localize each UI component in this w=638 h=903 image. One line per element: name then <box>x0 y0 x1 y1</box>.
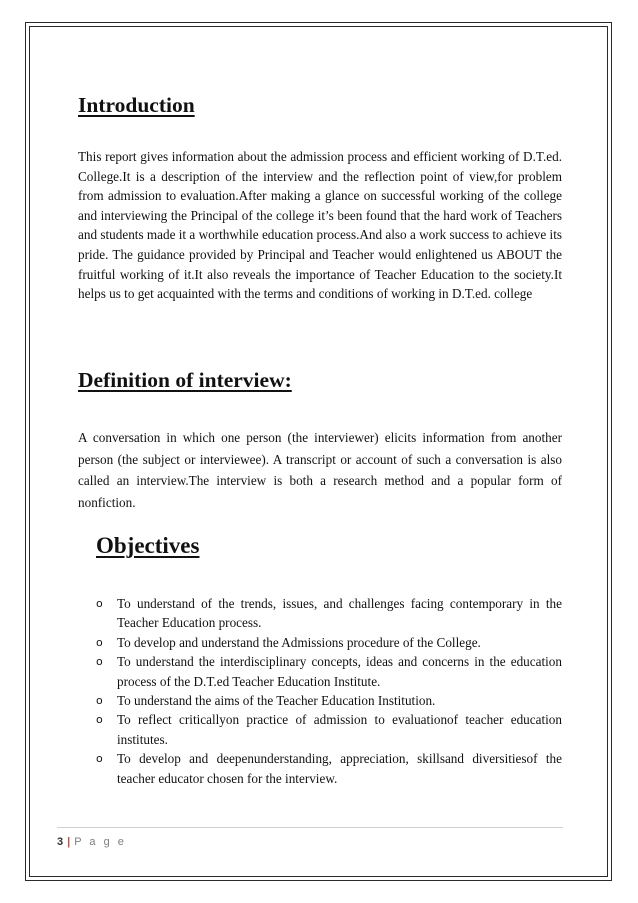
bullet-icon: o <box>96 713 103 727</box>
footer-divider <box>57 827 563 828</box>
objective-text: To understand of the trends, issues, and challenges facing contemporary in the Teacher Education process. <box>117 596 562 631</box>
bullet-icon: o <box>96 694 103 708</box>
introduction-paragraph: This report gives information about the admission process and efficient working of D.T.ed. College.It is a description of the interview and the reflection point of view,for problem from admission to evaluation.After making a glance on successful working of the college and interviewing the Principal of the college it’s been found that the hard work of Teachers and students made it a worthwhile education process.And also a work success to achieve its pride. The guidance provided by Principal and Teacher would enlightened us ABOUT the fruitful working of it.It also reveals the importance of Teacher Education to the society.It helps us to get acquainted with the terms and conditions of working in D.T.ed. college <box>78 149 562 302</box>
bullet-icon: o <box>96 752 103 766</box>
introduction-heading: Introduction <box>78 93 195 117</box>
bullet-icon: o <box>96 597 103 610</box>
objective-text: To understand the aims of the Teacher Education Institution. <box>117 693 436 709</box>
list-item <box>96 710 562 749</box>
list-item <box>96 652 562 691</box>
list-item <box>96 749 562 788</box>
page-footer <box>57 836 126 848</box>
objective-text: To understand the interdisciplinary concepts, ideas and concerns in the education process of the D.T.ed Teacher Education Institute. <box>117 654 562 689</box>
objectives-list <box>96 594 562 788</box>
objective-text: To reflect criticallyon practice of admission to evaluationof teacher education institutes. <box>117 712 562 747</box>
list-item <box>96 594 562 633</box>
bullet-icon: o <box>96 655 103 669</box>
definition-heading: Definition of interview: <box>78 368 292 392</box>
objective-text: To develop and deepenunderstanding, appreciation, skillsand diversitiesof the teacher educator chosen for the interview. <box>117 751 562 786</box>
page-label: P a g e <box>74 836 127 848</box>
list-item <box>96 633 562 652</box>
objectives-heading: Objectives <box>96 533 200 558</box>
page-number: 3 <box>57 836 64 848</box>
definition-paragraph: A conversation in which one person (the interviewer) elicits information from another person (the subject or interviewee). A transcript or account of such a conversation is also called an interview.The interview is both a research method and a popular form of nonfiction. <box>78 430 562 511</box>
objective-text: To develop and understand the Admissions procedure of the College. <box>117 634 481 650</box>
list-item <box>96 691 562 710</box>
footer-separator: | <box>67 836 71 848</box>
bullet-icon: o <box>96 635 103 649</box>
